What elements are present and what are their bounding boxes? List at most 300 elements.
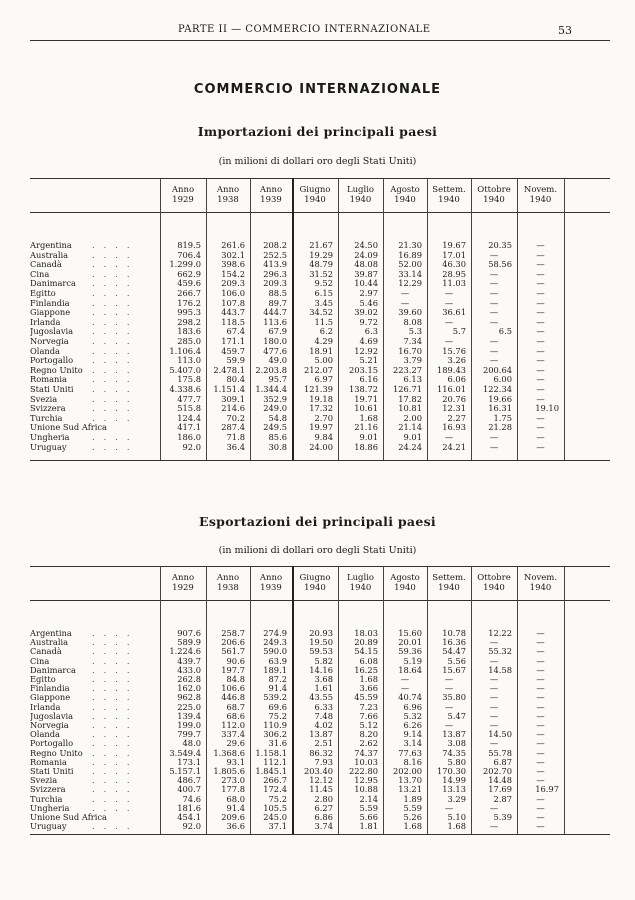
table-cell: 285.0 (177, 336, 201, 346)
table-cell: — (489, 316, 499, 327)
table-cell: 1.299.0 (169, 259, 201, 270)
leader-dots: .... (92, 802, 139, 813)
column-header (250, 573, 292, 593)
leader-dots: .... (92, 793, 139, 804)
column-header (292, 573, 338, 593)
table-row (30, 403, 610, 413)
table-cell: 6.15 (314, 288, 333, 298)
table-cell: 352.9 (263, 393, 287, 404)
table-cell: 45.59 (354, 692, 378, 703)
table-cell: 74.35 (442, 747, 466, 758)
column-header-label: Anno (216, 185, 240, 195)
table-cell: 49.0 (268, 355, 287, 366)
table-cell: — (489, 674, 499, 684)
table-cell: 16.25 (354, 664, 378, 675)
country-label (30, 821, 160, 831)
table-cell: 5.56 (447, 655, 466, 666)
table-cell: 12.95 (354, 775, 378, 786)
table-cell: 200.64 (482, 364, 512, 375)
table-cell: 209.6 (221, 812, 245, 822)
table-cell: 5.12 (359, 720, 378, 730)
table-cell: — (536, 355, 545, 366)
table-cell: 20.35 (488, 240, 512, 250)
table-cell: 8.20 (359, 729, 378, 740)
table-cell: — (489, 710, 499, 721)
country-name: Argentina (30, 628, 72, 638)
table-cell: 1.89 (403, 793, 422, 804)
table-cell: — (536, 747, 545, 758)
column-header-label: Ottobre (477, 573, 511, 583)
table-cell: 89.7 (268, 297, 287, 308)
table-cell: 3.08 (447, 738, 466, 749)
table-cell: 86.32 (309, 747, 333, 758)
table-cell: — (444, 316, 454, 327)
column-header-year: 1938 (217, 195, 239, 205)
column-header-label: Anno (259, 185, 283, 195)
leader-dots: .... (92, 775, 139, 786)
table-cell: 266.7 (263, 775, 287, 786)
table-cell: 29.6 (226, 738, 245, 749)
table-cell: 11.03 (442, 278, 466, 289)
table-cell: 266.7 (177, 288, 201, 298)
table-cell: 225.0 (177, 701, 201, 712)
column-header-label: Settem. (432, 573, 466, 583)
table-cell: 68.6 (226, 710, 245, 721)
table-cell: 433.0 (177, 664, 201, 675)
leader-dots: .... (92, 307, 139, 318)
leader-dots: .... (92, 710, 139, 721)
table-cell: 14.99 (442, 775, 466, 786)
column-header-label: Luglio (346, 185, 375, 195)
column-header-year: 1940 (304, 195, 326, 205)
table-cell: 7.34 (403, 336, 422, 346)
country-name: Olanda (30, 345, 61, 356)
table-cell: 3.68 (314, 674, 333, 684)
table-cell: 962.8 (177, 692, 201, 703)
table-cell: — (489, 297, 499, 308)
table-cell: 16.31 (488, 403, 512, 414)
table-cell: 337.4 (221, 729, 245, 740)
table-cell: — (536, 655, 545, 666)
table-cell: 3.66 (359, 683, 378, 694)
table-cell: — (536, 307, 545, 318)
table-cell: — (536, 729, 545, 740)
table-cell: — (489, 249, 499, 260)
table-cell: — (444, 720, 454, 730)
table-cell: 2.70 (314, 412, 333, 423)
table-cell: 85.6 (268, 432, 287, 442)
table-cell: 77.63 (398, 747, 422, 758)
country-name: Svezia (30, 775, 58, 786)
country-label (30, 346, 160, 356)
table-cell: 273.0 (221, 775, 245, 786)
table-row (30, 374, 610, 384)
table-cell: 296.3 (263, 268, 287, 279)
table-row (30, 346, 610, 356)
country-name: Turchia (30, 412, 63, 423)
table-cell: 11.45 (309, 784, 333, 795)
table-cell: 31.6 (268, 738, 287, 749)
leader-dots: .... (92, 441, 139, 452)
table-cell: 7.66 (359, 710, 378, 721)
table-cell: 2.51 (314, 738, 333, 749)
table-cell: 6.97 (314, 374, 333, 385)
table-cell: 90.6 (226, 655, 245, 666)
table-cell: 121.39 (303, 384, 333, 394)
table-row (30, 336, 610, 346)
column-header-label: Anno (171, 573, 195, 583)
table-cell: — (536, 384, 545, 394)
table-cell: 202.00 (392, 766, 422, 776)
table-cell: 907.6 (177, 628, 201, 638)
country-name: Jugoslavia (30, 710, 74, 721)
column-header (471, 573, 517, 593)
table-cell: — (489, 432, 499, 442)
table-cell: 11.5 (314, 316, 333, 327)
table-cell: 21.16 (354, 422, 378, 433)
country-name: Giappone (30, 692, 71, 703)
table-cell: 477.6 (263, 345, 287, 356)
table-cell: 171.1 (221, 336, 245, 346)
table-cell: 55.32 (488, 646, 512, 657)
table-cell: 19.67 (442, 240, 466, 250)
table-cell: 19.29 (309, 249, 333, 260)
column-header-year: 1940 (394, 195, 416, 205)
country-name: Finlandia (30, 683, 70, 694)
table-cell: 13.13 (442, 784, 466, 795)
table-cell: — (400, 674, 410, 684)
table-cell: — (489, 802, 499, 813)
table-cell: 6.3 (364, 326, 378, 337)
table-cell: 249.0 (263, 403, 287, 414)
table-cell: 4.338.6 (169, 384, 201, 394)
table-cell: 24.50 (354, 240, 378, 250)
table-cell: — (489, 268, 499, 279)
table-cell: 5.157.1 (169, 766, 201, 776)
exports-subtitle: (in milioni di dollari oro degli Stati Uniti) (218, 545, 417, 556)
column-header-label: Anno (259, 573, 283, 583)
table-cell: 16.89 (398, 249, 422, 260)
table-cell: 1.344.4 (255, 384, 287, 394)
table-cell: 54.8 (268, 412, 287, 423)
table-cell: 1.61 (314, 683, 333, 694)
table-cell: 54.15 (354, 646, 378, 657)
leader-dots: .... (92, 756, 139, 767)
table-cell: 7.48 (314, 710, 333, 721)
table-cell: — (536, 692, 545, 703)
table-cell: — (536, 278, 545, 289)
table-cell: 5.59 (403, 802, 422, 813)
table-cell: 19.50 (309, 637, 333, 648)
table-cell: — (489, 637, 499, 648)
country-name: Egitto (30, 674, 56, 684)
table-cell: 7.23 (359, 701, 378, 712)
table-cell: 173.1 (177, 756, 201, 767)
country-name: Canadà (30, 259, 62, 270)
table-cell: 24.09 (354, 249, 378, 260)
column-header (383, 573, 427, 593)
table-cell: — (489, 683, 499, 694)
table-cell: 206.6 (221, 637, 245, 648)
table-cell: 16.93 (442, 422, 466, 433)
table-cell: 28.95 (442, 268, 466, 279)
table-cell: — (444, 297, 454, 308)
table-cell: 12.29 (398, 278, 422, 289)
table-row (30, 384, 610, 394)
table-cell: 87.2 (268, 674, 287, 684)
country-label (30, 259, 160, 269)
table-cell: — (489, 821, 499, 832)
table-cell: 110.9 (263, 720, 287, 730)
table-cell: 175.8 (177, 374, 201, 385)
table-cell: 8.08 (403, 316, 422, 327)
table-cell: 35.80 (442, 692, 466, 703)
table-cell: 112.1 (263, 756, 287, 767)
table-row (30, 307, 610, 317)
table-cell: 306.2 (263, 729, 287, 740)
column-header-year: 1940 (529, 195, 552, 205)
table-cell: 68.0 (226, 793, 245, 804)
table-cell: 69.6 (268, 701, 287, 712)
table-cell: 122.34 (482, 384, 512, 394)
table-cell: 67.4 (226, 326, 245, 337)
table-cell: 30.8 (268, 441, 287, 452)
column-header-label: Anno (171, 185, 195, 195)
table-cell: 539.2 (263, 692, 287, 703)
exports-table (30, 566, 610, 834)
table-cell: 37.1 (268, 821, 287, 832)
table-cell: — (536, 766, 545, 776)
table-cell: — (444, 336, 454, 346)
column-header (250, 185, 292, 205)
table-cell: 10.61 (354, 403, 378, 414)
table-cell: 819.5 (177, 240, 201, 250)
table-cell: 112.0 (221, 720, 245, 730)
column-header (160, 185, 206, 205)
table-cell: 2.87 (493, 793, 512, 804)
country-name: Argentina (30, 240, 72, 250)
leader-dots: .... (92, 336, 139, 346)
country-name: Portogallo (30, 738, 74, 749)
country-name: Romania (30, 374, 67, 385)
table-cell: — (536, 646, 545, 657)
country-name: Olanda (30, 729, 61, 740)
table-cell: 16.70 (398, 345, 422, 356)
country-name: Ungheria (30, 802, 70, 813)
table-cell: — (536, 316, 545, 327)
table-cell: 68.7 (226, 701, 245, 712)
table-cell: 74.37 (354, 747, 378, 758)
table-cell: — (536, 336, 545, 346)
table-cell: 209.3 (263, 278, 287, 289)
table-rule (30, 566, 610, 567)
table-cell: 92.0 (182, 821, 201, 832)
table-cell: — (536, 288, 545, 298)
table-row (30, 422, 610, 432)
table-cell: 55.78 (488, 747, 512, 758)
table-cell: 9.01 (359, 432, 378, 442)
table-cell: 5.80 (447, 756, 466, 767)
table-cell: 13.21 (398, 784, 422, 795)
table-cell: — (536, 249, 545, 260)
country-label (30, 384, 160, 394)
table-cell: 52.00 (398, 259, 422, 270)
table-cell: 252.5 (263, 249, 287, 260)
table-cell: 6.86 (314, 812, 333, 822)
table-cell: 20.01 (398, 637, 422, 648)
table-cell: — (489, 692, 499, 703)
table-cell: 54.47 (442, 646, 466, 657)
table-cell: 113.6 (263, 316, 287, 327)
table-cell: 18.86 (354, 441, 378, 452)
table-cell: — (536, 364, 545, 375)
leader-dots: .... (92, 821, 139, 832)
table-cell: 176.2 (177, 297, 201, 308)
table-cell: 2.00 (403, 412, 422, 423)
country-name: Uruguay (30, 821, 67, 832)
table-cell: 21.28 (488, 422, 512, 433)
table-cell: 6.26 (403, 720, 422, 730)
table-cell: 106.0 (221, 288, 245, 298)
table-cell: 202.70 (482, 766, 512, 776)
table-cell: — (536, 710, 545, 721)
table-cell: 14.16 (309, 664, 333, 675)
country-name: Cina (30, 268, 50, 279)
table-cell: — (536, 297, 545, 308)
table-cell: 71.8 (226, 432, 245, 442)
table-cell: 454.1 (177, 812, 201, 822)
table-cell: 477.7 (177, 393, 201, 404)
table-cell: 486.7 (177, 775, 201, 786)
table-cell: 17.82 (398, 393, 422, 404)
table-cell: — (400, 297, 410, 308)
country-name: Australia (30, 249, 69, 260)
leader-dots: .... (92, 747, 139, 758)
table-cell: 258.7 (221, 628, 245, 638)
country-label (30, 336, 160, 346)
column-header (383, 185, 427, 205)
column-header-year: 1929 (172, 583, 194, 593)
table-cell: 95.7 (268, 374, 287, 385)
table-cell: 9.52 (314, 278, 333, 289)
leader-dots: .... (92, 393, 139, 404)
leader-dots: .... (92, 412, 139, 423)
country-name: Norvegia (30, 336, 69, 346)
leader-dots: .... (92, 692, 139, 703)
table-cell: 446.8 (221, 692, 245, 703)
table-cell: 443.7 (221, 307, 245, 318)
table-cell: 1.68 (359, 674, 378, 684)
country-name: Cina (30, 655, 50, 666)
table-cell: 39.87 (354, 268, 378, 279)
table-cell: 1.224.6 (169, 646, 201, 657)
table-cell: 444.7 (263, 307, 287, 318)
column-header-label: Giugno (299, 185, 331, 195)
table-cell: — (536, 793, 545, 804)
table-cell: 75.2 (268, 710, 287, 721)
table-cell: 5.32 (403, 710, 422, 721)
country-name: Danimarca (30, 664, 76, 675)
column-header-label: Settem. (432, 185, 466, 195)
table-cell: 662.9 (177, 268, 201, 279)
table-cell: 67.9 (268, 326, 287, 337)
leader-dots: .... (92, 628, 139, 638)
table-cell: 6.33 (314, 701, 333, 712)
leader-dots: .... (92, 637, 139, 648)
table-cell: 6.16 (359, 374, 378, 385)
table-cell: 1.81 (359, 821, 378, 832)
table-cell: 7.93 (314, 756, 333, 767)
table-cell: 10.81 (398, 403, 422, 414)
table-cell: — (536, 674, 545, 684)
leader-dots: .... (92, 664, 139, 675)
leader-dots: .... (92, 288, 139, 298)
table-cell: 186.0 (177, 432, 201, 442)
column-header-year: 1940 (304, 583, 326, 593)
table-cell: 6.27 (314, 802, 333, 813)
table-cell: 16.97 (535, 784, 559, 795)
table-cell: 18.64 (398, 664, 422, 675)
table-cell: 18.03 (354, 628, 378, 638)
column-header (160, 573, 206, 593)
column-header-label: Novem. (523, 185, 558, 195)
table-cell: 13.87 (442, 729, 466, 740)
table-cell: — (536, 701, 545, 712)
table-row (30, 278, 610, 288)
table-cell: — (444, 288, 454, 298)
table-cell: 1.845.1 (255, 766, 287, 776)
table-cell: 21.14 (398, 422, 422, 433)
table-cell: 197.7 (221, 664, 245, 675)
table-cell: — (536, 432, 545, 442)
table-cell: — (444, 674, 454, 684)
table-cell: — (444, 432, 454, 442)
country-name: Stati Uniti (30, 384, 74, 394)
table-cell: 113.0 (177, 355, 201, 366)
table-cell: — (489, 720, 499, 730)
table-cell: 31.52 (309, 268, 333, 279)
country-name: Jugoslavia (30, 326, 74, 337)
leader-dots: .... (92, 249, 139, 260)
table-cell: 59.53 (309, 646, 333, 657)
page-number: 53 (558, 24, 572, 37)
country-name: Irlanda (30, 316, 61, 327)
table-cell: 9.84 (314, 432, 333, 442)
column-header-year: 1940 (483, 583, 505, 593)
table-cell: — (444, 701, 454, 712)
table-cell: 12.31 (442, 403, 466, 414)
table-cell: 4.29 (314, 336, 333, 346)
table-cell: — (489, 655, 499, 666)
column-header-year: 1940 (438, 195, 460, 205)
country-name: Stati Uniti (30, 766, 74, 776)
table-cell: 9.01 (403, 432, 422, 442)
table-cell: 3.549.4 (169, 747, 201, 758)
country-name: Svezia (30, 393, 58, 404)
table-cell: 3.45 (314, 297, 333, 308)
table-cell: 245.0 (263, 812, 287, 822)
table-cell: — (489, 355, 499, 366)
table-cell: 5.59 (359, 802, 378, 813)
table-cell: 181.6 (177, 802, 201, 813)
column-header-label: Agosto (390, 185, 420, 195)
table-cell: 6.00 (493, 374, 512, 385)
table-rule (30, 212, 610, 213)
column-header-label: Novem. (523, 573, 558, 583)
table-cell: 24.00 (309, 441, 333, 452)
country-name: Uruguay (30, 441, 67, 452)
table-cell: 4.69 (359, 336, 378, 346)
